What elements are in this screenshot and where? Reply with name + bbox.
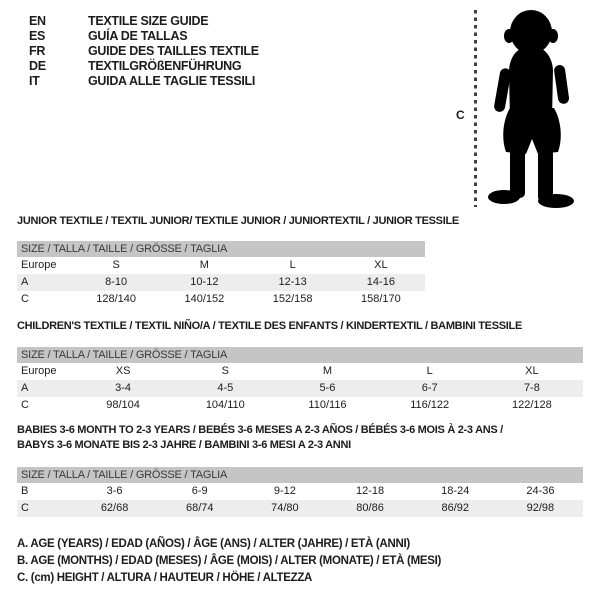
lang-code: DE [29,59,46,73]
height-measure-label: C [456,108,465,122]
legend-age-months: B. AGE (MONTHS) / EDAD (MESES) / ÂGE (MOIS) / ALTER (MONATE) / ETÀ (MESI) [17,555,442,567]
table-row [17,483,583,500]
cell: XS [115,365,131,377]
cell: XL [374,259,388,271]
cell: 4-5 [217,382,234,394]
cell: 128/140 [96,293,136,305]
cell: S [221,365,229,377]
row-label: C [21,399,29,411]
legend-age-years: A. AGE (YEARS) / EDAD (AÑOS) / ÂGE (ANS) / ALTER (JAHRE) / ETÀ (ANNI) [17,538,410,550]
cell: 8-10 [105,276,128,288]
cell: 10-12 [190,276,219,288]
cell: 24-36 [526,485,555,497]
cell: 122/128 [512,399,552,411]
table-row [17,500,583,517]
toddler-silhouette-icon [486,8,579,208]
cell: 116/122 [410,399,450,411]
cell: M [322,365,333,377]
cell: 140/152 [184,293,225,305]
junior-size-header: SIZE / TALLA / TAILLE / GRÖSSE / TAGLIA [17,241,425,257]
lang-code: ES [29,29,46,43]
cell: 3-6 [106,485,123,497]
children-size-header: SIZE / TALLA / TAILLE / GRÖSSE / TAGLIA [17,347,583,363]
lang-row-fr [29,44,259,59]
table-row [17,363,583,380]
language-title-list [29,14,259,89]
cell: 62/68 [100,502,129,514]
table-row [17,291,425,308]
lang-code: EN [29,14,46,28]
cell: L [426,365,433,377]
babies-size-table [17,467,583,517]
row-label: C [21,293,29,305]
cell: L [289,259,296,271]
cell: 98/104 [106,399,140,411]
cell: 12-13 [278,276,307,288]
cell: 5-6 [319,382,336,394]
cell: 14-16 [366,276,395,288]
row-label: Europe [21,365,57,377]
cell: 7-8 [523,382,540,394]
row-label: Europe [21,259,57,271]
lang-row-de [29,59,259,74]
cell: XL [525,365,539,377]
junior-size-table [17,241,425,308]
legend-height-cm: C. (cm) HEIGHT / ALTURA / HAUTEUR / HÖHE / ALTEZZA [17,572,313,584]
lang-label: TEXTILE SIZE GUIDE [88,14,209,28]
table-row [17,397,583,414]
lang-code: IT [29,74,40,88]
cell: 12-18 [356,485,385,497]
table-row [17,257,425,274]
lang-row-it [29,74,259,89]
cell: 158/170 [360,293,401,305]
children-table-title: CHILDREN'S TEXTILE / TEXTIL NIÑO/A / TEXTILE DES ENFANTS / KINDERTEXTIL / BAMBINI TESSILE [17,320,522,332]
cell: 6-7 [421,382,438,394]
lang-row-en [29,14,259,29]
cell: M [199,259,209,271]
cell: 104/110 [205,399,245,411]
row-label: A [21,276,29,288]
table-row [17,274,425,291]
lang-label: GUIDA ALLE TAGLIE TESSILI [88,74,256,88]
cell: 80/86 [356,502,384,514]
table-row [17,380,583,397]
cell: 9-12 [273,485,296,497]
junior-table-title: JUNIOR TEXTILE / TEXTIL JUNIOR/ TEXTILE JUNIOR / JUNIORTEXTIL / JUNIOR TESSILE [17,215,459,227]
lang-code: FR [29,44,46,58]
babies-title-line2: BABYS 3-6 MONATE BIS 2-3 JAHRE / BAMBINI 3-6 MESI A 2-3 ANNI [17,439,351,451]
babies-title-line1: BABIES 3-6 MONTH TO 2-3 YEARS / BEBÉS 3-6 MESES A 2-3 AÑOS / BÉBÉS 3-6 MOIS À 2-3 ANS / [17,424,503,436]
cell: 3-4 [115,382,132,394]
cell: 152/158 [272,293,313,305]
cell: 18-24 [441,485,470,497]
row-label: C [21,502,29,514]
lang-label: TEXTILGRÖßENFÜHRUNG [88,59,242,73]
cell: 92/98 [526,502,555,514]
lang-row-es [29,29,259,44]
row-label: B [21,485,29,497]
cell: S [112,259,120,271]
measure-legend [17,536,441,587]
cell: 86/92 [441,502,469,514]
children-size-table [17,347,583,414]
cell: 6-9 [191,485,208,497]
lang-label: GUÍA DE TALLAS [88,29,188,43]
cell: 74/80 [271,502,299,514]
babies-table-title [17,423,503,453]
babies-size-header: SIZE / TALLA / TAILLE / GRÖSSE / TAGLIA [17,467,583,483]
cell: 110/116 [308,399,347,411]
row-label: A [21,382,29,394]
lang-label: GUIDE DES TAILLES TEXTILE [88,44,259,58]
height-measure-dashed-line [474,10,477,207]
cell: 68/74 [185,502,214,514]
